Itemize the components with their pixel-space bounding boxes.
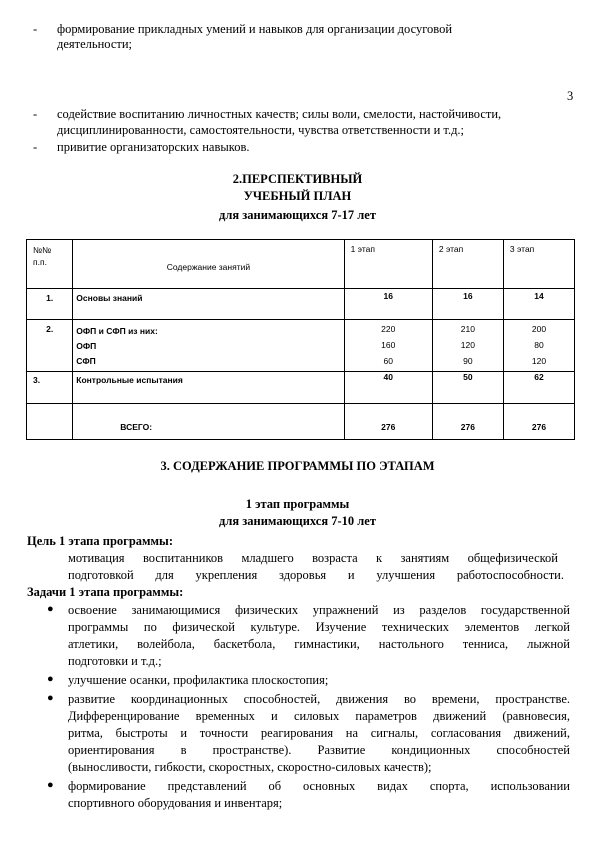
- header-stage2-text: 2 этап: [438, 244, 464, 254]
- table-row: [27, 372, 575, 404]
- goal-text: мотивация воспитанников младшего возраста к занятиям общефизической: [68, 551, 558, 565]
- row-label: ВСЕГО:: [73, 404, 344, 440]
- row-value-stage2: 16: [432, 289, 503, 320]
- row-value-stage3: 62: [503, 372, 574, 404]
- task-text-cont: ориентирования в пространстве). Развитие кондиционных способностей: [68, 743, 570, 757]
- table-total-row: [27, 404, 575, 440]
- row-label: Контрольные испытания: [73, 372, 344, 404]
- row-value-stage2: 210 120 90: [432, 320, 503, 372]
- task-text: улучшение осанки, профилактика плоскостопия;: [68, 673, 329, 687]
- section-title: 3. СОДЕРЖАНИЕ ПРОГРАММЫ ПО ЭТАПАМ: [160, 459, 435, 473]
- row-sublabel-sfp: СФП: [76, 356, 96, 366]
- list-item-dash: -: [33, 107, 38, 121]
- list-item-text-cont: деятельности;: [57, 37, 133, 51]
- row-value-stage1: 220 160 60: [344, 320, 432, 372]
- header-stage3-text: 3 этап: [509, 244, 535, 254]
- header-stage3: [503, 240, 574, 289]
- header-stage1-text: 1 этап: [350, 244, 375, 254]
- bullet-icon: ●: [47, 673, 54, 685]
- task-text-cont: ритма, быстроты и точности реагирования на сигналы, согласования движений,: [68, 726, 570, 740]
- row-value-stage1: 40: [344, 372, 432, 404]
- row-value-stage3: 200 80 120: [503, 320, 574, 372]
- table-row: [27, 320, 575, 372]
- list-item-text: формирование прикладных умений и навыков для организации досуговой: [57, 22, 453, 36]
- header-num-line2: п.п.: [33, 257, 47, 267]
- list-item-dash: -: [33, 140, 38, 154]
- row-label: Основы знаний: [73, 289, 344, 320]
- row-value-stage2: 50: [432, 372, 503, 404]
- stage-title: 1 этап программы: [245, 497, 350, 511]
- header-stage2: [432, 240, 503, 289]
- row-num: 2.: [27, 320, 73, 372]
- task-text: освоение занимающимися физических упражнений из разделов государственной: [68, 603, 570, 617]
- list-item-text: содействие воспитанию личностных качеств; силы воли, смелости, настойчивости,: [57, 107, 502, 121]
- bullet-icon: ●: [47, 692, 54, 704]
- section-title: 2.ПЕРСПЕКТИВНЫЙ: [232, 172, 363, 186]
- row-value-stage1: 276: [344, 404, 432, 440]
- row-value-stage3: 14: [503, 289, 574, 320]
- row-num: [27, 404, 73, 440]
- row-label: [73, 320, 344, 372]
- row-label-main: ОФП и СФП из них:: [76, 326, 158, 336]
- row-value-stage1: 16: [344, 289, 432, 320]
- list-item-text: привитие организаторских навыков.: [57, 140, 250, 154]
- list-item-dash: -: [33, 22, 38, 36]
- stage-subtitle: для занимающихся 7-10 лет: [219, 514, 376, 528]
- bullet-icon: ●: [47, 603, 54, 615]
- row-sublabel-ofp: ОФП: [76, 341, 97, 351]
- header-content-text: Содержание занятий: [166, 262, 251, 272]
- table-header-row: [27, 240, 575, 289]
- task-text-cont: программы по физической культуре. Изучение технических элементов легкой: [68, 620, 570, 634]
- table-row: [27, 289, 575, 320]
- row-num: 1.: [27, 289, 73, 320]
- header-content: [73, 240, 344, 289]
- task-text: формирование представлений об основных видах спорта, использовании: [68, 779, 570, 793]
- goal-text-cont: подготовкой для укрепления здоровья и улучшения работоспособности.: [68, 568, 564, 582]
- task-text-cont: атлетики, волейбола, баскетбола, гимнастики, настольного тенниса, лыжной: [68, 637, 570, 651]
- page-number: 3: [567, 89, 574, 103]
- task-text-cont: (выносливости, гибкости, скоростных, скоростно-силовых качеств);: [68, 760, 432, 774]
- task-text-cont: Дифференцирование временных и силовых параметров движений (равновесия,: [68, 709, 570, 723]
- tasks-label: Задачи 1 этапа программы:: [27, 585, 184, 599]
- task-text-cont: спортивного оборудования и инвентаря;: [68, 796, 283, 810]
- header-num: [27, 240, 73, 289]
- row-num: 3.: [27, 372, 73, 404]
- row-value-stage2: 276: [432, 404, 503, 440]
- task-text-cont: подготовки и т.д.;: [68, 654, 162, 668]
- curriculum-table: [26, 239, 575, 440]
- list-item-text-cont: дисциплинированности, самостоятельности, чувства ответственности и т.д.;: [57, 123, 465, 137]
- goal-label: Цель 1 этапа программы:: [27, 534, 173, 548]
- header-num-line1: №№: [33, 245, 52, 255]
- row-value-stage3: 276: [503, 404, 574, 440]
- header-stage1: [344, 240, 432, 289]
- task-text: развитие координационных способностей, движения во времени, пространстве.: [68, 692, 570, 706]
- bullet-icon: ●: [47, 779, 54, 791]
- section-title-line2: УЧЕБНЫЙ ПЛАН: [243, 189, 352, 203]
- section-subtitle: для занимающихся 7-17 лет: [219, 208, 376, 222]
